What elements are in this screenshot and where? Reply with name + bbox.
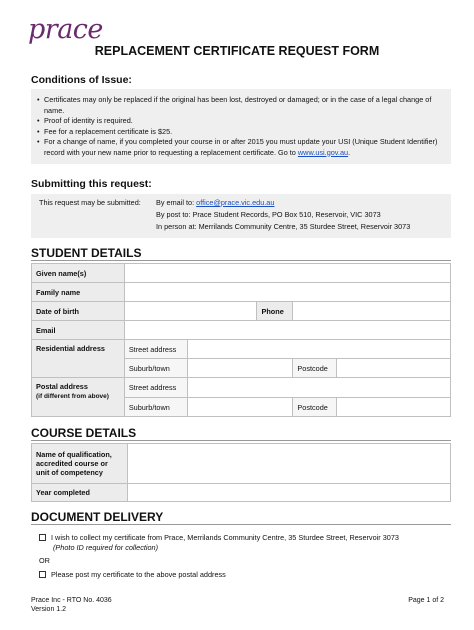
post-option-label: Please post my certificate to the above postal address	[51, 569, 226, 579]
footer-version: Version 1.2	[31, 606, 67, 613]
postal-postcode-label: Postcode	[293, 398, 337, 417]
delivery-options	[31, 533, 451, 579]
submit-email-line: By email to: office@prace.vic.edu.au	[156, 198, 275, 207]
year-completed-field[interactable]	[127, 484, 450, 502]
phone-field[interactable]	[293, 302, 451, 321]
conditions-box	[31, 89, 451, 164]
residential-postcode-field[interactable]	[337, 359, 451, 378]
collect-option	[31, 533, 451, 543]
submitting-heading: Submitting this request:	[31, 178, 152, 190]
submitting-box	[31, 194, 451, 238]
collect-option-label: I wish to collect my certificate from Prace, Merrilands Community Centre, 35 Sturdee Street, Reservoir 3073	[51, 533, 399, 542]
dob-label: Date of birth	[32, 302, 125, 321]
or-label: OR	[39, 556, 50, 565]
given-names-label: Given name(s)	[32, 264, 125, 283]
post-checkbox[interactable]	[39, 571, 46, 578]
footer-left	[31, 596, 112, 614]
section-divider	[31, 440, 451, 441]
residential-suburb-field[interactable]	[187, 359, 293, 378]
email-field[interactable]	[124, 321, 450, 340]
collect-option-note: (Photo ID required for collection)	[53, 542, 159, 552]
family-name-label: Family name	[32, 283, 125, 302]
residential-suburb-label: Suburb/town	[124, 359, 187, 378]
residential-postcode-label: Postcode	[293, 359, 337, 378]
conditions-heading: Conditions of Issue:	[31, 74, 132, 86]
postal-street-label: Street address	[124, 378, 187, 398]
course-details-heading: COURSE DETAILS	[31, 426, 137, 440]
footer-org: Prace Inc - RTO No. 4036	[31, 597, 112, 604]
email-label: Email	[32, 321, 125, 340]
condition-item: • Certificates may only be replaced if the original has been lost, destroyed or damaged; or in the case of a legal change of name.	[37, 95, 445, 116]
phone-label: Phone	[257, 302, 293, 321]
form-title: REPLACEMENT CERTIFICATE REQUEST FORM	[94, 44, 380, 58]
prace-logo: prace	[28, 14, 103, 45]
collect-checkbox[interactable]	[39, 534, 46, 541]
qualification-label: Name of qualification, accredited course or unit of competency	[32, 444, 128, 484]
postal-postcode-field[interactable]	[337, 398, 451, 417]
course-details-table	[31, 443, 451, 502]
residential-street-field[interactable]	[187, 340, 450, 359]
qualification-field[interactable]	[127, 444, 450, 484]
office-email-link[interactable]: office@prace.vic.edu.au	[196, 198, 275, 207]
given-names-field[interactable]	[124, 264, 450, 283]
postal-label: Postal address (if different from above)	[32, 378, 125, 417]
family-name-field[interactable]	[124, 283, 450, 302]
submit-person-line: In person at: Merrilands Community Centre, 35 Sturdee Street, Reservoir 3073	[156, 222, 411, 231]
year-completed-label: Year completed	[32, 484, 128, 502]
residential-street-label: Street address	[124, 340, 187, 359]
postal-suburb-field[interactable]	[187, 398, 293, 417]
student-details-table	[31, 263, 451, 417]
condition-item: • Proof of identity is required.	[37, 116, 445, 127]
condition-item: • Fee for a replacement certificate is $25.	[37, 127, 445, 138]
postal-suburb-label: Suburb/town	[124, 398, 187, 417]
section-divider	[31, 260, 451, 261]
postal-street-field[interactable]	[187, 378, 450, 398]
submit-post-line: By post to: Prace Student Records, PO Box 510, Reservoir, VIC 3073	[156, 210, 381, 219]
submitting-intro: This request may be submitted:	[39, 198, 141, 207]
post-option	[31, 570, 451, 580]
dob-field[interactable]	[124, 302, 257, 321]
residential-label: Residential address	[32, 340, 125, 378]
usi-link[interactable]: www.usi.gov.au	[297, 147, 349, 157]
footer-page-number: Page 1 of 2	[408, 597, 444, 604]
document-delivery-heading: DOCUMENT DELIVERY	[31, 510, 164, 524]
section-divider	[31, 524, 451, 525]
student-details-heading: STUDENT DETAILS	[31, 246, 142, 260]
condition-item: • For a change of name, if you completed your course in or after 2015 you must update your USI (Unique Student Identifier) record with your new name prior to requesting a replacement certificate. Go to www.usi.gov.au.	[37, 137, 445, 158]
